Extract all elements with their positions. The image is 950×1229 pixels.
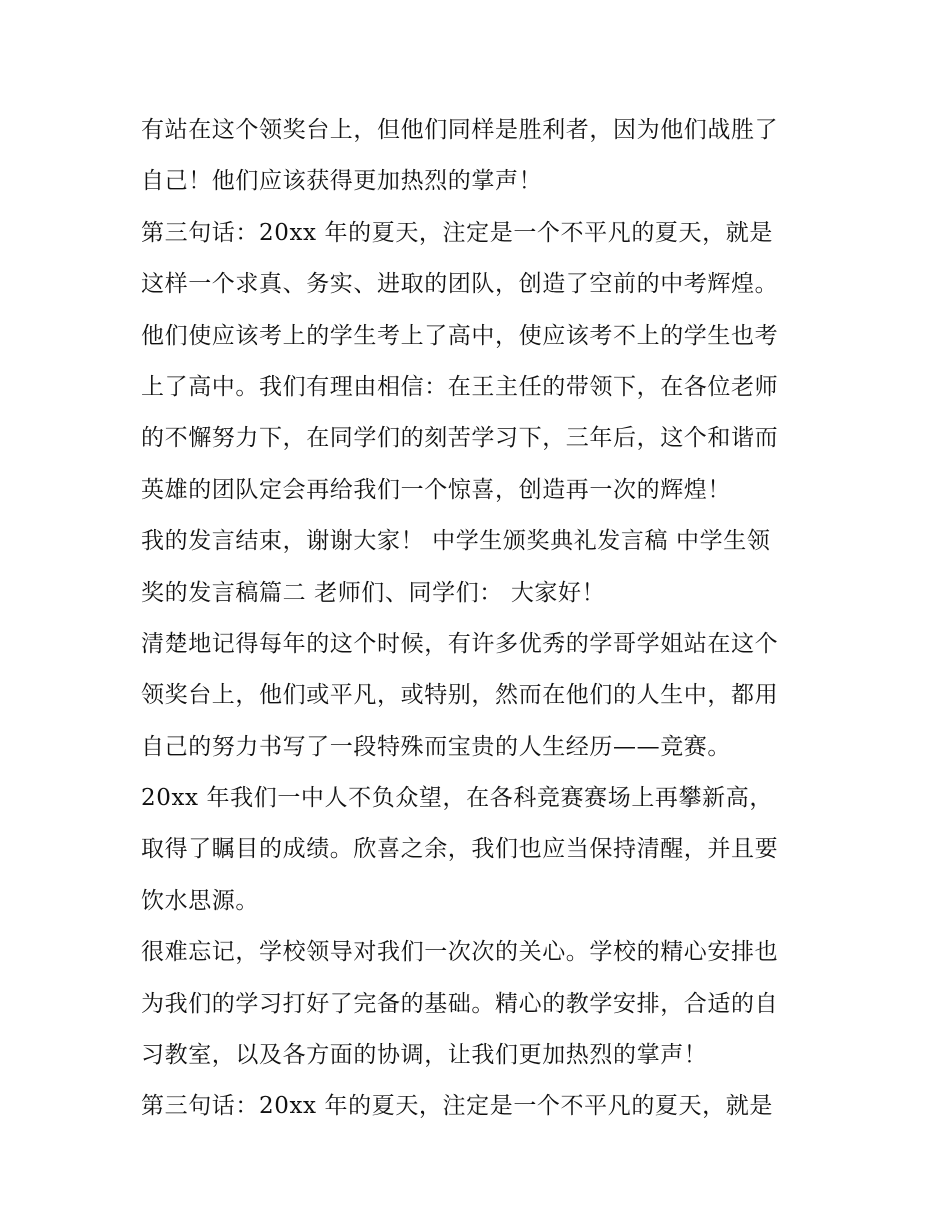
text-line: 第三句话：20xx 年的夏天，注定是一个不平凡的夏天，就是 xyxy=(141,219,773,246)
text-line: 我的发言结束，谢谢大家！ 中学生颁奖典礼发言稿 中学生领 xyxy=(141,528,771,555)
text-line: 第三句话：20xx 年的夏天，注定是一个不平凡的夏天，就是 xyxy=(141,1093,773,1120)
body-text xyxy=(141,105,821,1133)
text-line: 取得了瞩目的成绩。欣喜之余，我们也应当保持清醒，并且要 xyxy=(141,836,779,863)
text-line: 很难忘记，学校领导对我们一次次的关心。学校的精心安排也 xyxy=(141,939,779,966)
text-line: 这样一个求真、务实、进取的团队，创造了空前的中考辉煌。 xyxy=(141,271,779,298)
text-line: 有站在这个领奖台上，但他们同样是胜利者，因为他们战胜了 xyxy=(141,117,779,143)
text-line: 习教室，以及各方面的协调，让我们更加热烈的掌声！ xyxy=(141,1042,708,1069)
text-line: 自己的努力书写了一段特殊而宝贵的人生经历——竞赛。 xyxy=(141,733,731,760)
text-line: 领奖台上，他们或平凡，或特别，然而在他们的人生中，都用 xyxy=(141,682,779,709)
text-line: 饮水思源。 xyxy=(141,887,259,914)
text-line: 英雄的团队定会再给我们一个惊喜，创造再一次的辉煌！ xyxy=(141,476,731,503)
text-line: 为我们的学习打好了完备的基础。精心的教学安排，合适的自 xyxy=(141,990,779,1017)
text-line: 清楚地记得每年的这个时候，有许多优秀的学哥学姐站在这个 xyxy=(141,630,779,657)
text-line: 奖的发言稿篇二 老师们、同学们： 大家好！ xyxy=(141,579,606,606)
text-line: 他们使应该考上的学生考上了高中，使应该考不上的学生也考 xyxy=(141,322,779,349)
text-line: 上了高中。我们有理由相信：在王主任的带领下，在各位老师 xyxy=(141,373,779,400)
text-line: 的不懈努力下，在同学们的刻苦学习下，三年后，这个和谐而 xyxy=(141,425,779,452)
text-line: 自己！他们应该获得更加热烈的掌声！ xyxy=(141,168,543,195)
text-line: 20xx 年我们一中人不负众望，在各科竞赛赛场上再攀新高， xyxy=(141,785,773,812)
